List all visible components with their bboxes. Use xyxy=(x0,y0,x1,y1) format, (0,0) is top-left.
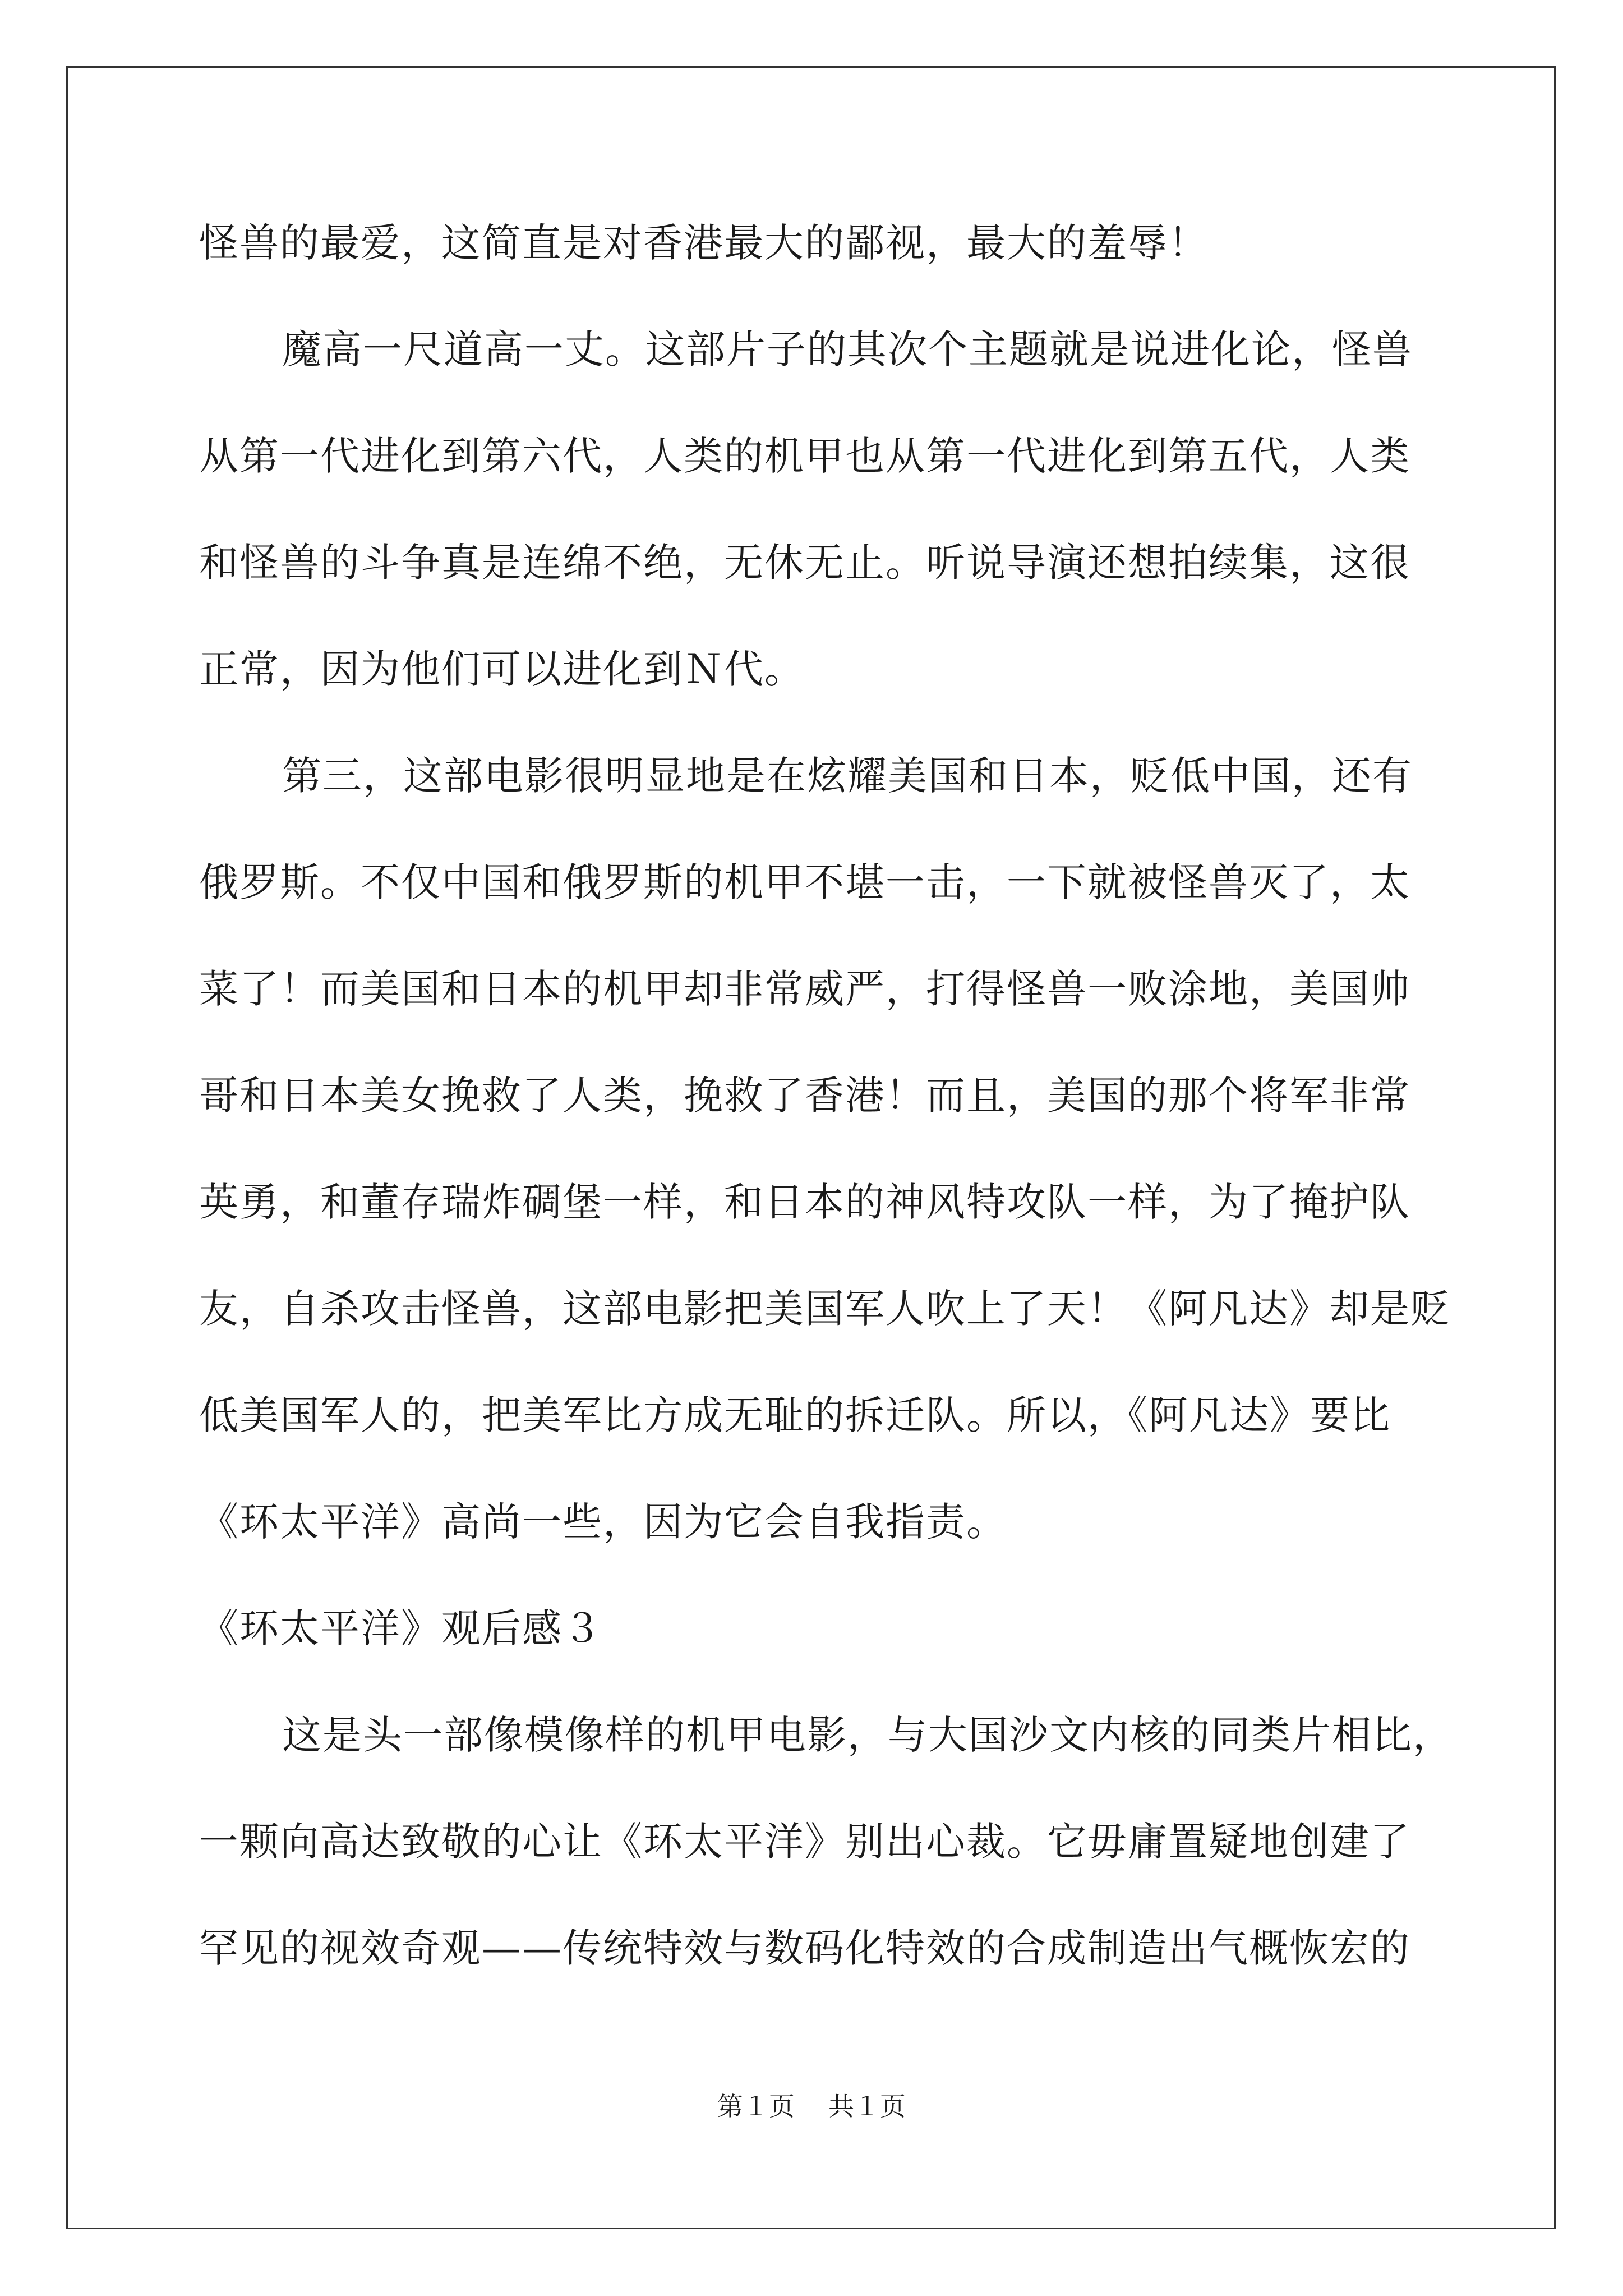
text-line: 一颗向高达致敬的心让《环太平洋》别出心裁。它毋庸置疑地创建了 xyxy=(199,1819,1410,1865)
text-line: 怪兽的最爱，这简直是对香港最大的鄙视，最大的羞辱！ xyxy=(199,220,1209,266)
text-line: 这是头一部像模像样的机甲电影，与大国沙文内核的同类片相比， xyxy=(282,1712,1453,1758)
section-heading: 《环太平洋》观后感３ xyxy=(199,1605,603,1651)
text-line: 低美国军人的，把美军比方成无耻的拆迁队。所以，《阿凡达》要比 xyxy=(199,1392,1391,1438)
page-number: 第１页 xyxy=(717,2091,795,2122)
text-line: 俄罗斯。不仅中国和俄罗斯的机甲不堪一击，一下就被怪兽灭了，太 xyxy=(199,859,1410,905)
text-line: 和怪兽的斗争真是连绵不绝，无休无止。听说导演还想拍续集，这很 xyxy=(199,540,1410,586)
text-line: 从第一代进化到第六代，人类的机甲也从第一代进化到第五代，人类 xyxy=(199,433,1410,479)
text-line: 哥和日本美女挽救了人类，挽救了香港！而且，美国的那个将军非常 xyxy=(199,1073,1410,1119)
text-line: 魔高一尺道高一丈。这部片子的其次个主题就是说进化论，怪兽 xyxy=(282,326,1413,372)
text-line: 罕见的视效奇观——传统特效与数码化特效的合成制造出气概恢宏的 xyxy=(199,1925,1410,1971)
document-body xyxy=(199,190,1453,2001)
text-line: 《环太平洋》高尚一些，因为它会自我指责。 xyxy=(199,1499,1007,1545)
text-line: 第三，这部电影很明显地是在炫耀美国和日本，贬低中国，还有 xyxy=(282,753,1413,799)
page-total: 共１页 xyxy=(828,2091,906,2122)
text-line: 正常，因为他们可以进化到Ｎ代。 xyxy=(199,646,805,692)
page-footer xyxy=(0,2090,1623,2123)
text-line: 英勇，和董存瑞炸碉堡一样，和日本的神风特攻队一样，为了掩护队 xyxy=(199,1179,1410,1225)
text-line: 友，自杀攻击怪兽，这部电影把美国军人吹上了天！《阿凡达》却是贬 xyxy=(199,1286,1451,1332)
text-line: 菜了！而美国和日本的机甲却非常威严，打得怪兽一败涂地，美国帅 xyxy=(199,966,1410,1012)
